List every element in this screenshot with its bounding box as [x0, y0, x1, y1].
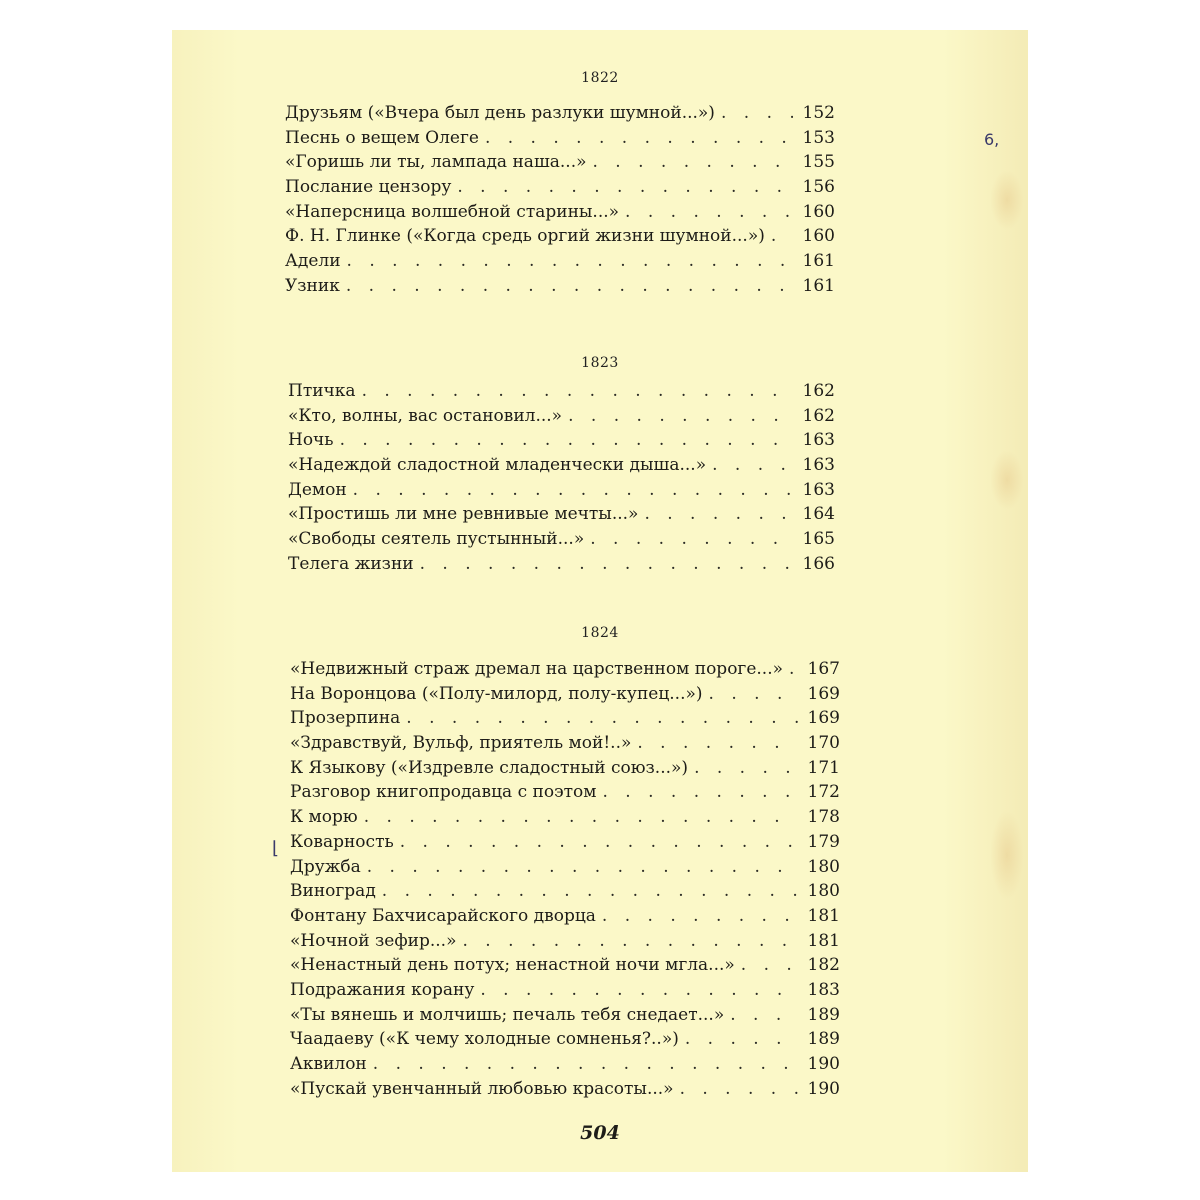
leader-dots [340, 430, 793, 450]
toc-section-1823 [288, 381, 835, 579]
toc-section-1822 [285, 103, 835, 301]
leader-dots [709, 684, 798, 704]
leader-dots [568, 406, 793, 426]
leader-dots [346, 276, 793, 296]
toc-entry [288, 430, 835, 455]
toc-entry [288, 480, 835, 505]
entry-title: Адели [285, 251, 341, 272]
entry-page: 165 [802, 529, 835, 550]
leader-dots [382, 881, 798, 901]
leader-dots [644, 504, 793, 524]
toc-entry [285, 226, 835, 251]
leader-dots [602, 782, 798, 802]
toc-entry [285, 177, 835, 202]
toc-entry [285, 103, 835, 128]
leader-dots [685, 1029, 798, 1049]
entry-page: 180 [807, 881, 840, 902]
leader-dots [347, 251, 793, 271]
leader-dots [680, 1079, 798, 1099]
margin-pencil-mark: 6, [984, 130, 1000, 149]
entry-title: Подражания корану [290, 979, 475, 1000]
paper-stain [990, 170, 1024, 230]
leader-dots [637, 733, 798, 753]
book-page [172, 30, 1028, 1172]
entry-page: 170 [807, 733, 840, 754]
toc-entry [290, 659, 840, 684]
entry-title: Дружба [290, 856, 361, 877]
entry-title: Послание цензору [285, 177, 452, 198]
leader-dots [712, 455, 793, 475]
toc-entry [288, 529, 835, 554]
leader-dots [694, 758, 798, 778]
leader-dots [373, 1054, 798, 1074]
entry-title: «Ненастный день потух; ненастной ночи мгла...» [290, 955, 735, 976]
entry-title: «Наперсница волшебной старины...» [285, 201, 620, 222]
leader-dots [362, 381, 793, 401]
entry-page: 160 [802, 226, 835, 247]
entry-title: «Ночной зефир...» [290, 930, 457, 951]
leader-dots [789, 659, 798, 679]
entry-page: 190 [807, 1054, 840, 1074]
leader-dots [457, 177, 793, 197]
entry-title: Чаадаеву («К чему холодные сомненья?..») [290, 1029, 679, 1050]
entry-title: Аквилон [290, 1054, 367, 1074]
entry-page: 161 [802, 251, 835, 272]
toc-entry [290, 733, 840, 758]
toc-entry [290, 708, 840, 733]
page-number: 504 [580, 1122, 620, 1144]
leader-dots [625, 202, 793, 222]
entry-title: Разговор книгопродавца с поэтом [290, 782, 597, 803]
entry-page: 179 [807, 831, 840, 852]
toc-entry [285, 152, 835, 177]
leader-dots [480, 980, 798, 1000]
entry-page: 169 [807, 708, 840, 729]
toc-entry [290, 881, 840, 906]
leader-dots [590, 529, 793, 549]
entry-page: 181 [807, 905, 840, 926]
leader-dots [593, 152, 794, 172]
entry-page: 189 [807, 1004, 840, 1025]
entry-page: 153 [802, 127, 835, 148]
entry-page: 178 [807, 807, 840, 828]
toc-entry [285, 276, 835, 301]
entry-page: 152 [802, 103, 835, 123]
toc-entry [290, 857, 840, 882]
entry-title: Песнь о вещем Олеге [285, 127, 479, 148]
entry-title: Демон [288, 479, 347, 500]
entry-page: 171 [807, 757, 840, 778]
entry-page: 183 [807, 979, 840, 1000]
entry-page: 181 [807, 930, 840, 951]
entry-title: Фонтану Бахчисарайского дворца [290, 905, 596, 926]
toc-entry [288, 504, 835, 529]
year-heading-1824: 1824 [581, 625, 619, 641]
leader-dots [485, 128, 793, 148]
toc-entry [290, 955, 840, 980]
toc-entry [288, 406, 835, 431]
toc-entry [290, 807, 840, 832]
entry-page: 155 [802, 152, 835, 173]
entry-title: Телега жизни [288, 553, 414, 574]
entry-page: 160 [802, 201, 835, 222]
toc-entry [288, 381, 835, 406]
entry-title: Друзьям («Вчера был день разлуки шумной...») [285, 103, 715, 123]
entry-title: Ф. Н. Глинке («Когда средь оргий жизни шумной...») [285, 226, 765, 247]
entry-page: 180 [807, 856, 840, 877]
toc-entry [285, 128, 835, 153]
toc-entry [290, 1029, 840, 1054]
entry-title: Прозерпина [290, 708, 401, 729]
leader-dots [364, 807, 798, 827]
toc-section-1824 [290, 659, 840, 1103]
entry-page: 156 [802, 177, 835, 198]
entry-title: Виноград [290, 881, 376, 902]
entry-page: 164 [802, 504, 835, 525]
entry-title: «Простишь ли мне ревнивые мечты...» [288, 504, 639, 525]
toc-entry [285, 202, 835, 227]
entry-page: 182 [807, 955, 840, 976]
toc-entry [288, 455, 835, 480]
leader-dots [420, 554, 793, 574]
entry-page: 162 [802, 405, 835, 426]
entry-title: К морю [290, 807, 358, 828]
toc-entry [290, 1005, 840, 1030]
toc-entry [290, 782, 840, 807]
leader-dots [741, 955, 798, 975]
toc-entry [290, 832, 840, 857]
year-heading-1823: 1823 [581, 355, 619, 371]
entry-title: Узник [285, 275, 340, 296]
entry-title: Ночь [288, 430, 334, 451]
toc-entry [288, 554, 835, 579]
toc-entry [290, 980, 840, 1005]
year-heading-1822: 1822 [581, 70, 619, 86]
leader-dots [462, 931, 798, 951]
entry-page: 172 [807, 782, 840, 803]
entry-page: 163 [802, 455, 835, 476]
toc-entry [290, 758, 840, 783]
leader-dots [353, 480, 793, 500]
toc-entry [290, 1079, 840, 1104]
toc-entry [290, 684, 840, 709]
leader-dots [400, 832, 798, 852]
entry-page: 189 [807, 1029, 840, 1050]
entry-title: «Пускай увенчанный любовью красоты...» [290, 1078, 674, 1099]
entry-title: К Языкову («Издревле сладостный союз...») [290, 757, 689, 778]
toc-entry [290, 1054, 840, 1079]
paper-stain [990, 810, 1024, 900]
entry-title: На Воронцова («Полу-милорд, полу-купец...») [290, 683, 703, 704]
entry-title: «Ты вянешь и молчишь; печаль тебя снедает...» [290, 1004, 725, 1025]
entry-title: «Недвижный страж дремал на царственном пороге...» [290, 659, 784, 679]
entry-page: 162 [802, 381, 835, 401]
leader-dots [367, 857, 798, 877]
entry-title: Птичка [288, 381, 356, 401]
margin-tick-icon: ⌊ [272, 838, 280, 859]
entry-page: 190 [807, 1078, 840, 1099]
entry-page: 163 [802, 430, 835, 451]
toc-entry [285, 251, 835, 276]
entry-title: Коварность [290, 831, 394, 852]
leader-dots [730, 1005, 798, 1025]
entry-title: «Надеждой сладостной младенчески дыша...» [288, 455, 707, 476]
entry-page: 169 [807, 683, 840, 704]
leader-dots [602, 906, 798, 926]
entry-page: 167 [807, 659, 840, 679]
leader-dots [771, 226, 793, 246]
entry-title: «Свободы сеятель пустынный...» [288, 529, 585, 550]
entry-title: «Кто, волны, вас остановил...» [288, 405, 563, 426]
leader-dots [406, 708, 798, 728]
entry-title: «Здравствуй, Вульф, приятель мой!..» [290, 733, 632, 754]
paper-stain [990, 450, 1024, 510]
entry-page: 166 [802, 553, 835, 574]
entry-page: 163 [802, 479, 835, 500]
toc-entry [290, 931, 840, 956]
entry-page: 161 [802, 275, 835, 296]
entry-title: «Горишь ли ты, лампада наша...» [285, 152, 587, 173]
toc-entry [290, 906, 840, 931]
leader-dots [721, 103, 793, 123]
